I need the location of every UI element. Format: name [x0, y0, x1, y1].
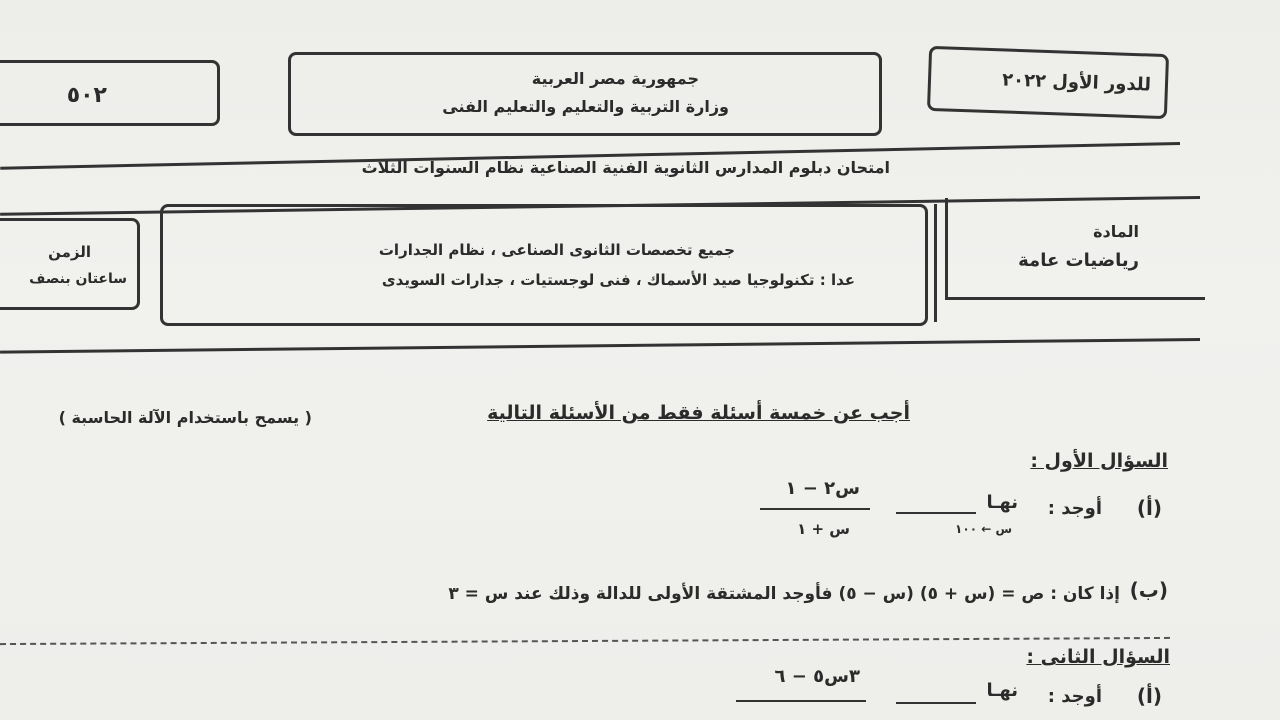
q2-a-label: (أ): [1136, 684, 1162, 708]
q1-a-numerator: س٢ − ١: [785, 478, 860, 499]
q1-a-lim: نهـا: [986, 492, 1018, 513]
q2-a-lim: نهـا: [986, 680, 1018, 701]
specialties-line2: عدا : تكنولوجيا صيد الأسماك ، فنى لوجستيات ، جدارات السويدى: [381, 271, 855, 289]
q1-b-label: (ب): [1129, 578, 1168, 602]
q1-a-lim-sub: س ← ١٠٠: [955, 522, 1012, 536]
answer-instruction: أجب عن خمسة أسئلة فقط من الأسئلة التالية: [487, 402, 910, 424]
q2-lim-bar: [896, 702, 976, 704]
time-box: [0, 218, 140, 310]
specialties-box: [160, 204, 928, 326]
code-box: [0, 60, 220, 126]
q2-a-text: أوجد :: [1047, 686, 1102, 707]
session-text: للدور الأول ٢٠٢٢: [1001, 69, 1152, 96]
question-separator: [0, 637, 1170, 645]
q1-lim-bar: [896, 512, 976, 514]
q1-b-text: إذا كان : ص = (س + ٥) (س − ٥) فأوجد المشتقة الأولى للدالة وذلك عند س = ٣: [448, 584, 1120, 604]
subject-value: رياضيات عامة: [1018, 250, 1139, 271]
header-bottom-rule: [0, 338, 1200, 354]
q2-fraction-bar: [736, 700, 866, 702]
calculator-note: ( يسمح باستخدام الآلة الحاسبة ): [58, 408, 312, 427]
time-label: الزمن: [48, 243, 91, 261]
exam-code: ٥٠٢: [66, 83, 107, 108]
q1-a-text: أوجد :: [1047, 498, 1102, 519]
ministry-box: [288, 52, 882, 136]
q1-a-label: (أ): [1136, 496, 1162, 520]
q2-a-numerator: ٣س٥ − ٦: [774, 666, 860, 687]
session-box: [927, 46, 1169, 119]
q2-title: السؤال الثانى :: [1026, 646, 1170, 668]
time-value: ساعتان بنصف: [29, 271, 127, 287]
specialties-side-rule: [934, 204, 937, 322]
ministry-line1: جمهورية مصر العربية: [531, 69, 699, 88]
exam-title: امتحان دبلوم المدارس الثانوية الفنية الصناعية نظام السنوات الثلاث: [361, 158, 890, 177]
subject-label: المادة: [1093, 222, 1139, 241]
specialties-line1: جميع تخصصات الثانوى الصناعى ، نظام الجدارات: [378, 241, 735, 259]
subject-box: [945, 198, 1205, 300]
q1-fraction-bar: [760, 508, 870, 510]
q1-a-denominator: س + ١: [797, 520, 850, 538]
ministry-line2: وزارة التربية والتعليم والتعليم الفنى: [442, 97, 729, 116]
q1-title: السؤال الأول :: [1030, 450, 1168, 472]
